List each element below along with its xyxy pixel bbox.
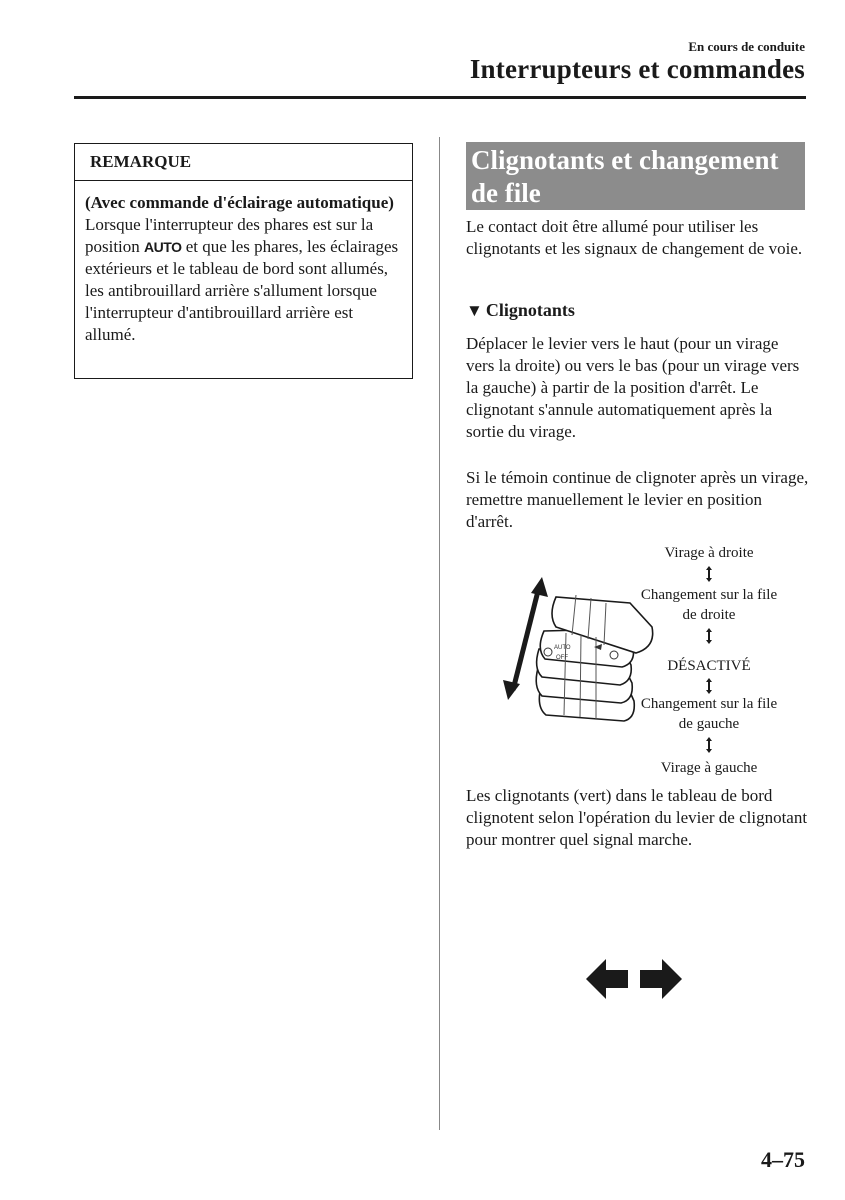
label-right-turn: Virage à droite [664, 545, 754, 561]
arrow-right-icon [640, 959, 682, 999]
updown-arrow-icon [704, 565, 714, 583]
note-subheading: (Avec commande d'éclairage automatique) [85, 193, 394, 212]
auto-position-label: AUTO [144, 239, 182, 255]
subheading-clignotants [466, 300, 575, 321]
page-number: 4–75 [761, 1147, 805, 1172]
paragraph-indicators: Les clignotants (vert) dans le tableau de bord clignotent selon l'opération du levier de clignotant pour montrer quel signal marche. [466, 786, 808, 849]
lever-marking-auto: AUTO [554, 645, 571, 651]
note-body [75, 181, 412, 346]
lever-marking-off: OFF [556, 655, 568, 661]
updown-arrow-icon [704, 736, 714, 754]
intro-paragraph: Le contact doit être allumé pour utiliser les clignotants et les signaux de changement de voie. [466, 217, 803, 258]
label-off: DÉSACTIVÉ [667, 658, 751, 674]
column-divider [439, 137, 440, 1130]
label-lane-change-right: Changement sur la file de droite [640, 587, 778, 623]
note-text-end: et que les phares, les éclairages extérieurs et le tableau de bord sont allumés, les antibrouillard arrière s'allument lorsque l'interrupteur d'antibrouillard arrière est allumé. [85, 237, 399, 344]
header-rule [74, 96, 806, 99]
updown-arrow-icon [704, 677, 714, 695]
note-text-start: Lorsque l'interrupteur des phares est sur la position [85, 215, 374, 256]
note-box [74, 143, 413, 379]
subheading-text: Clignotants [485, 300, 575, 320]
label-lane-change-left: Changement sur la file de gauche [640, 696, 778, 732]
section-heading: Clignotants et changement de file [466, 142, 805, 210]
paragraph-reset: Si le témoin continue de clignoter après un virage, remettre manuellement le levier en position d'arrêt. [466, 468, 809, 531]
paragraph-lever-operation: Déplacer le levier vers le haut (pour un virage vers la droite) ou vers le bas (pour un virage vers la gauche) à partir de la position d'arrêt. Le clignotant s'annule automatiquement après la sortie du virage. [466, 334, 800, 441]
label-left-turn: Virage à gauche [660, 760, 758, 776]
arrow-left-icon [586, 959, 628, 999]
turn-signal-lever-illustration [496, 575, 661, 745]
updown-arrow-icon [704, 627, 714, 645]
triangle-marker-icon: ▼ [466, 301, 483, 320]
page-title: Interrupteurs et commandes [469, 54, 805, 84]
turn-indicator-symbols [586, 958, 686, 1000]
note-heading: REMARQUE [75, 144, 412, 181]
section-label: En cours de conduite [688, 39, 805, 54]
